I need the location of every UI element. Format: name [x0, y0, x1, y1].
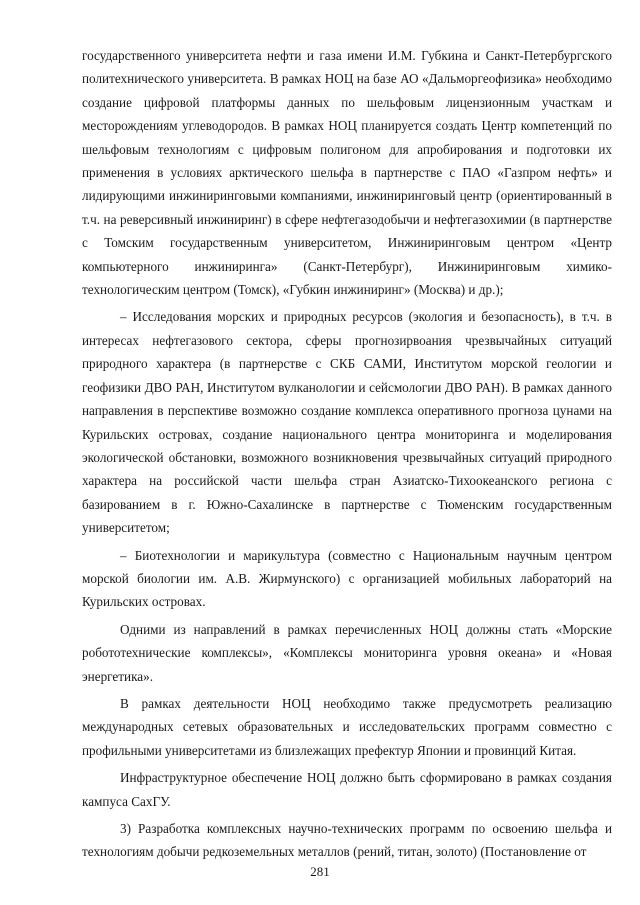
paragraph-directions: Одними из направлений в рамках перечисленных НОЦ должны стать «Морские робототехнические комплексы», «Комплексы мониторинга уровня океана» и «Новая энергетика».: [82, 621, 612, 684]
paragraph-infrastructure: Инфраструктурное обеспечение НОЦ должно быть сформировано в рамках создания кампуса СахГУ.: [82, 770, 612, 809]
page-number: 281: [310, 864, 330, 879]
document-page: [82, 44, 612, 864]
paragraph-bullet-biotech: – Биотехнологии и марикультура (совместно с Национальным научным центром морской биологии им. А.В. Жирмунского) с организацией мобильных лабораторий на Курильских островах.: [82, 547, 612, 610]
paragraph-continuation: государственного университета нефти и газа имени И.М. Губкина и Санкт-Петербургского политехнического университета. В рамках НОЦ на базе АО «Дальморгеофизика» необходимо создание цифровой платформы данных по шельфовым лицензионным участкам и месторождениям углеводородов. В рамках НОЦ планируется создать Центр компетенций по шельфовым технологиям с цифровым полигоном для апробирования и подготовки их применения в условиях арктического шельфа в партнерстве с ПАО «Газпром нефть» и лидирующими инжиниринговыми компаниями, инжиниринговый центр (ориентированный в т.ч. на реверсивный инжиниринг) в сфере нефтегазодобычи и нефтегазохимии (в партнерстве с Томским государственным университетом, Инжиниринговым центром «Центр компьютерного инжиниринга» (Санкт-Петербург), Инжиниринговым химико-технологическим центром (Томск), «Губкин инжиниринг» (Москва) и др.);: [82, 48, 612, 298]
paragraph-bullet-marine-research: – Исследования морских и природных ресурсов (экология и безопасность), в т.ч. в интересах нефтегазового сектора, сферы прогнозирвоания чрезвычайных ситуаций природного характера (в партнерстве с СКБ САМИ, Институтом морской геологии и геофизики ДВО РАН, Институтом вулканологии и сейсмологии ДВО РАН). В рамках данного направления в перспективе возможно создание комплекса оперативного прогноза цунами на Курильских островах, создание национального центра мониторинга и моделирования экологической обстановки, возможного возникновения чрезвычайных ситуаций природного характера на российской части шельфа стран Азиатско-Тихоокеанского региона с базированием в г. Южно-Сахалинске в партнерстве с Тюменским государственным университетом;: [82, 309, 612, 536]
paragraph-numbered-item-3: 3) Разработка комплексных научно-технических программ по освоению шельфа и технологиям добычи редкоземельных металлов (рений, титан, золото) (Постановление от: [82, 821, 612, 860]
paragraph-international-programs: В рамках деятельности НОЦ необходимо также предусмотреть реализацию международных сетевых образовательных и исследовательских программ совместно с профильными университетами из близлежащих префектур Японии и провинций Китая.: [82, 695, 612, 758]
